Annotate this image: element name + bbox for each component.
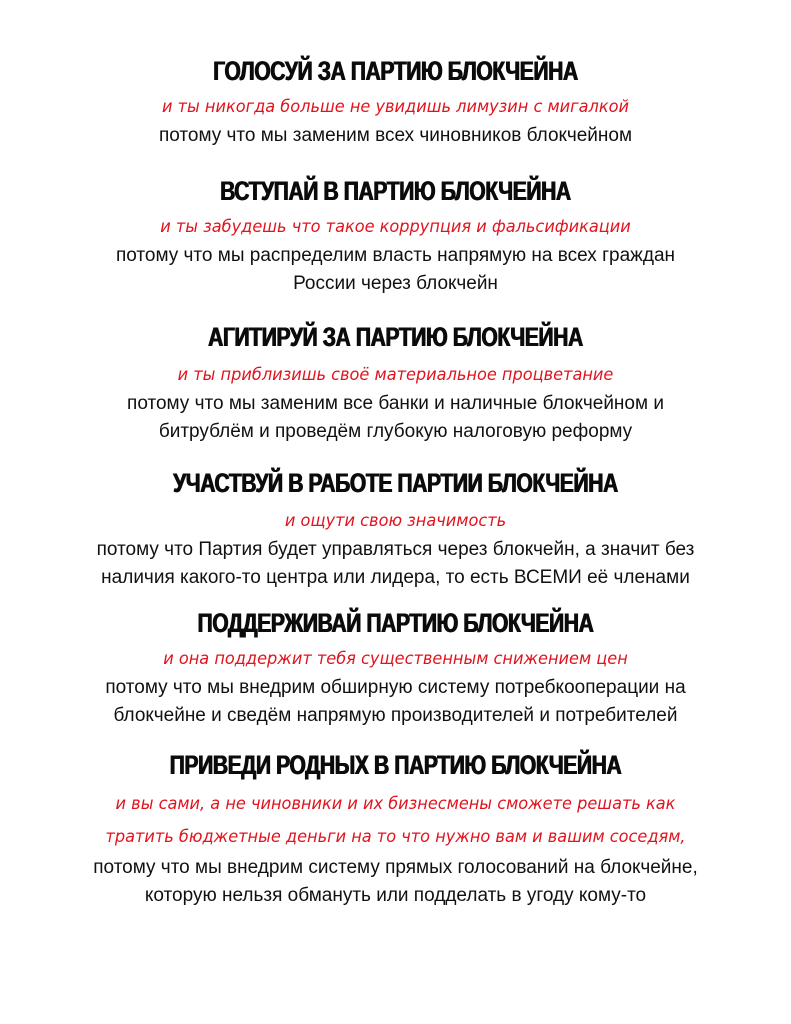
section-bring-relatives bbox=[0, 746, 791, 910]
section-body-line: потому что мы распределим власть напрямую на всех граждан bbox=[115, 245, 676, 266]
section-heading: ВСТУПАЙ В ПАРТИЮ БЛОКЧЕЙНА bbox=[220, 176, 571, 206]
section-subline: и ощути свою значимость bbox=[284, 511, 507, 531]
section-subline: и ты забудешь что такое коррупция и фальсификации bbox=[160, 217, 631, 237]
section-heading: АГИТИРУЙ ЗА ПАРТИЮ БЛОКЧЕЙНА bbox=[208, 322, 583, 352]
section-body-line: которую нельзя обмануть или подделать в угоду кому-то bbox=[144, 885, 647, 906]
section-campaign bbox=[0, 318, 791, 446]
section-vote bbox=[0, 52, 791, 150]
section-join bbox=[0, 172, 791, 298]
section-subline: тратить бюджетные деньги на то что нужно вам и вашим соседям, bbox=[105, 827, 686, 847]
section-body-line: потому что Партия будет управляться через блокчейн, а значит без bbox=[96, 539, 695, 560]
section-subline: и вы сами, а не чиновники и их бизнесмены сможете решать как bbox=[115, 794, 676, 814]
section-heading: ПРИВЕДИ РОДНЫХ В ПАРТИЮ БЛОКЧЕЙНА bbox=[169, 750, 622, 780]
section-subline: и она поддержит тебя существенным снижением цен bbox=[163, 649, 628, 669]
section-body-line: битрублём и проведём глубокую налоговую реформу bbox=[158, 421, 633, 442]
section-body-line: потому что мы заменим всех чиновников блокчейном bbox=[158, 125, 633, 146]
section-support bbox=[0, 604, 791, 730]
section-heading: УЧАСТВУЙ В РАБОТЕ ПАРТИИ БЛОКЧЕЙНА bbox=[173, 468, 618, 498]
section-body-line: наличия какого-то центра или лидера, то есть ВСЕМИ её членами bbox=[101, 567, 690, 588]
section-heading: ПОДДЕРЖИВАЙ ПАРТИЮ БЛОКЧЕЙНА bbox=[197, 608, 594, 638]
section-subline: и ты приблизишь своё материальное процветание bbox=[177, 365, 614, 385]
section-body-line: блокчейне и сведём напрямую производителей и потребителей bbox=[113, 705, 678, 726]
section-body-line: потому что мы внедрим систему прямых голосований на блокчейне, bbox=[93, 857, 698, 878]
section-body-line: потому что мы внедрим обширную систему потребкооперации на bbox=[105, 677, 686, 698]
section-heading: ГОЛОСУЙ ЗА ПАРТИЮ БЛОКЧЕЙНА bbox=[213, 56, 578, 86]
section-subline: и ты никогда больше не увидишь лимузин с мигалкой bbox=[162, 97, 629, 117]
section-body-line: России через блокчейн bbox=[293, 273, 498, 294]
section-participate bbox=[0, 464, 791, 592]
section-body-line: потому что мы заменим все банки и наличные блокчейном и bbox=[127, 393, 664, 414]
